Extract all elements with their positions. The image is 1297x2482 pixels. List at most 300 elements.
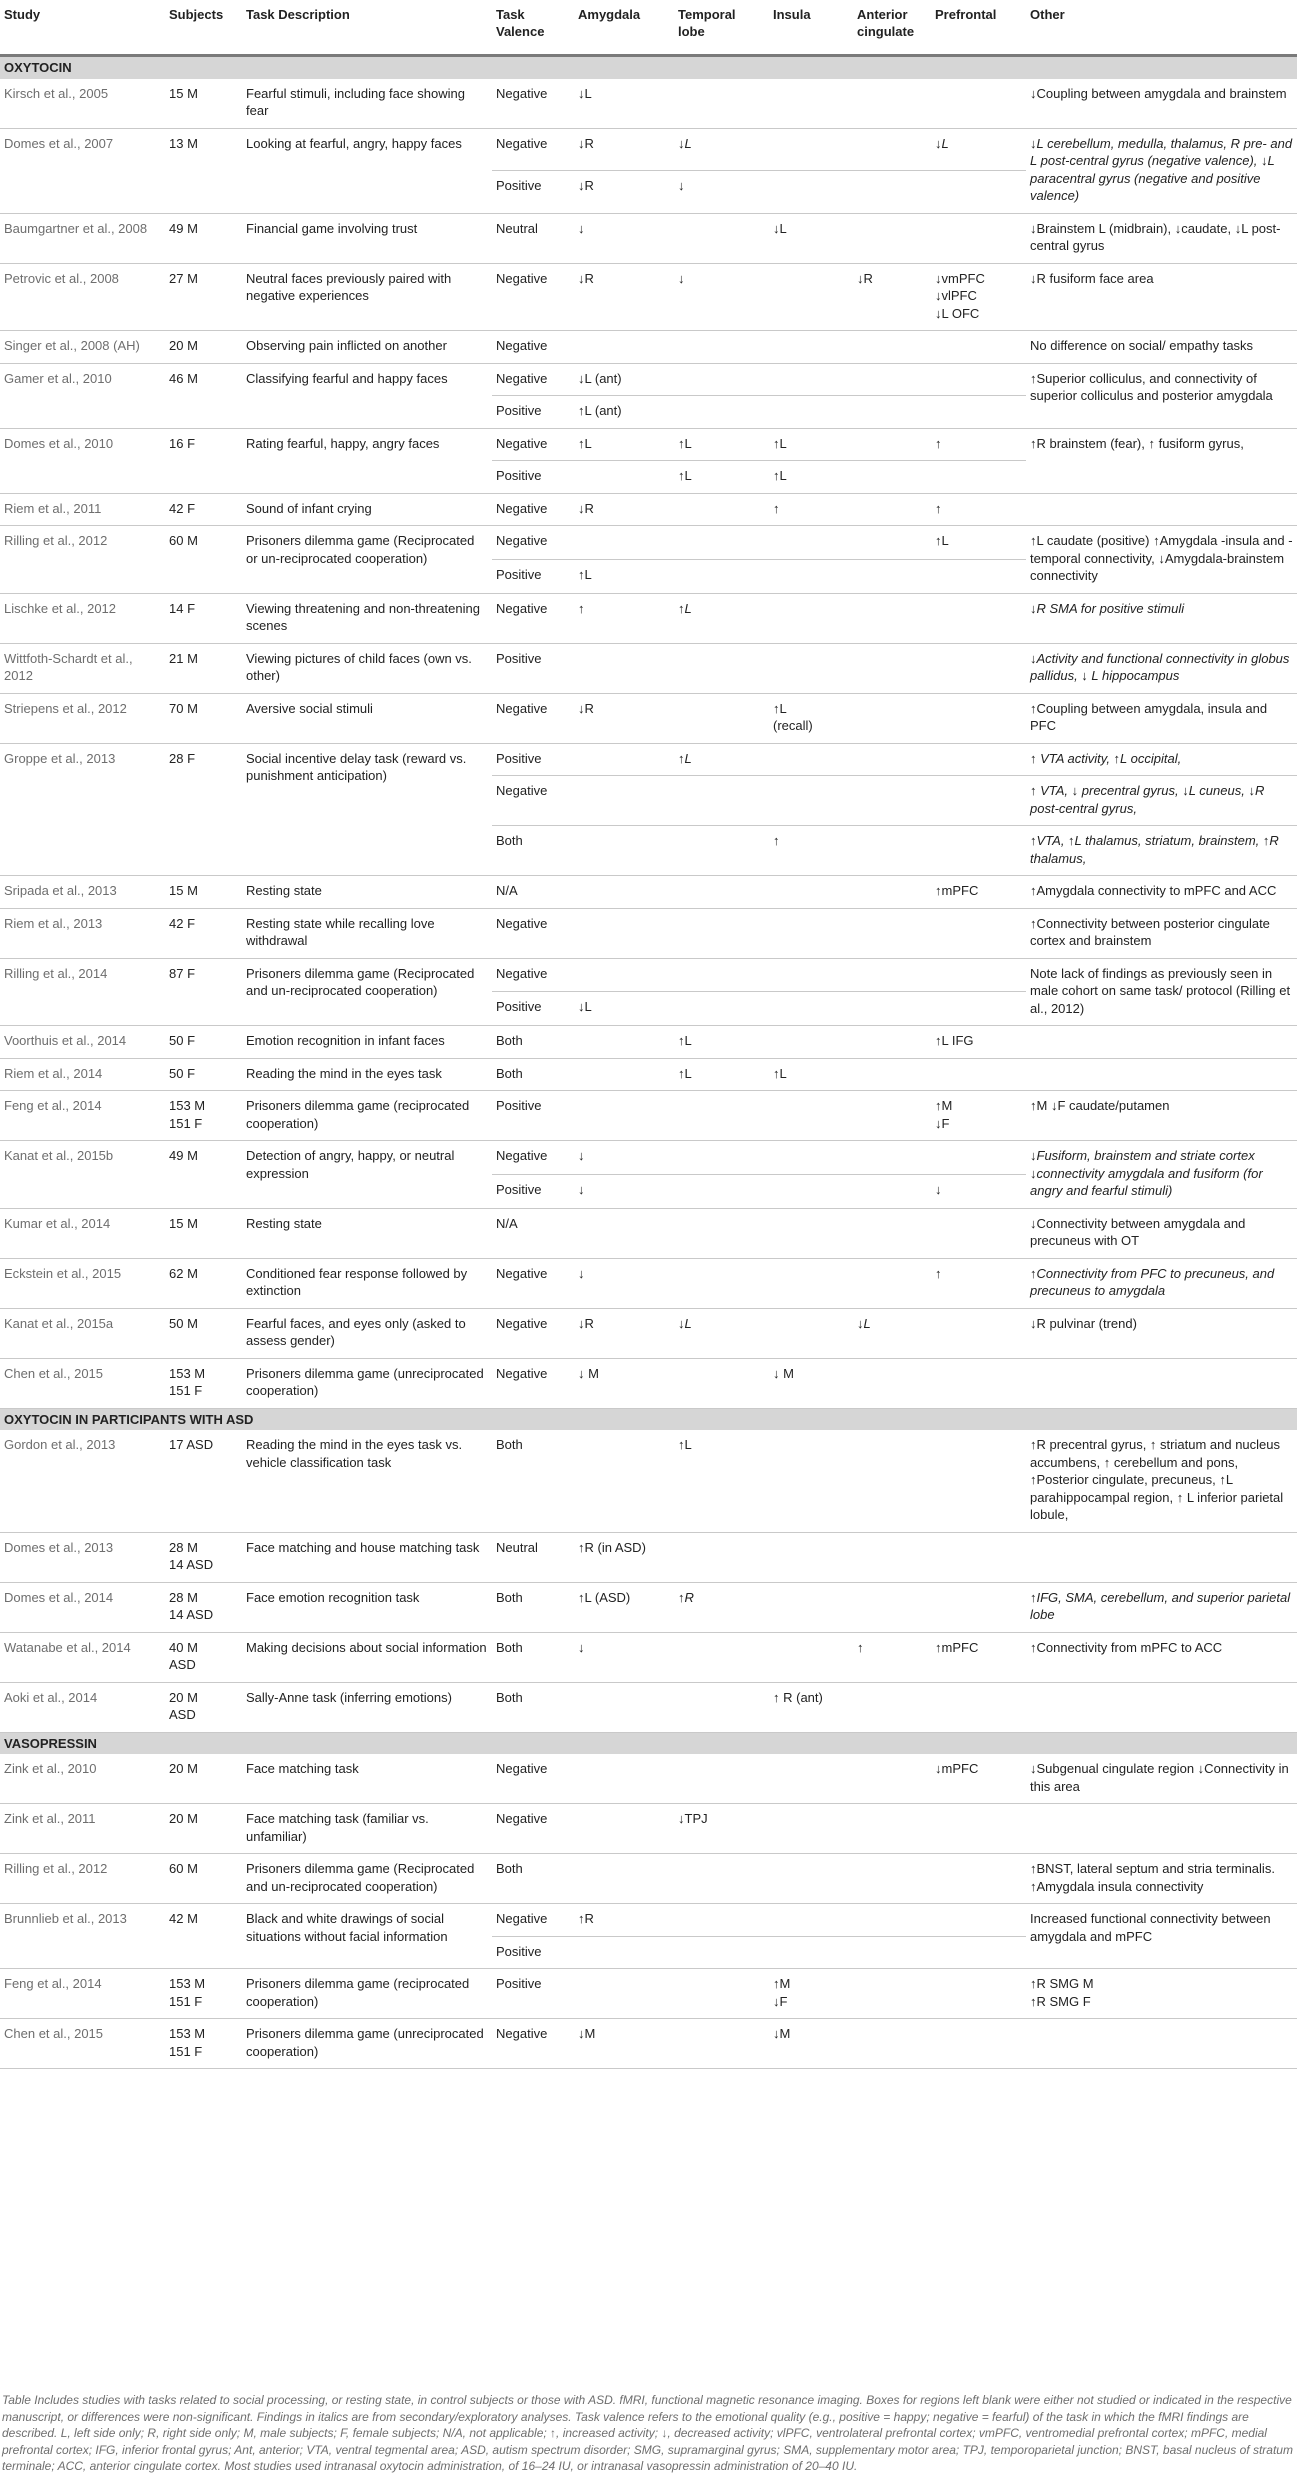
- temporal-cell: [674, 908, 769, 958]
- cingulate-cell: [853, 1258, 931, 1308]
- task-cell: Fearful faces, and eyes only (asked to assess gender): [246, 1315, 466, 1348]
- amygdala-cell: [574, 1091, 674, 1141]
- insula-cell: ↑M ↓F: [773, 1976, 791, 2009]
- task-cell: Sound of infant crying: [246, 500, 372, 516]
- valence-cell: Positive: [496, 750, 542, 766]
- amygdala-cell: [574, 643, 674, 693]
- valence-cell: Positive: [492, 396, 574, 429]
- subjects-cell: 50 F: [169, 1033, 196, 1048]
- study-group: [0, 643, 1297, 693]
- valence-cell: Positive: [492, 559, 574, 593]
- other-cell: ↓R fusiform face area: [1030, 270, 1154, 286]
- other-cell: ↑IFG, SMA, cerebellum, and superior parietal lobe: [1030, 1589, 1291, 1622]
- section-header-group: [0, 1732, 1297, 1754]
- amygdala-cell: [574, 331, 674, 364]
- amygdala-cell: [574, 1804, 674, 1854]
- task-cell: Classifying fearful and happy faces: [246, 370, 448, 386]
- valence-cell: Both: [496, 1689, 523, 1705]
- table-row: [0, 1532, 1297, 1582]
- insula-cell: [769, 1026, 853, 1059]
- insula-cell: [769, 992, 853, 1026]
- amygdala-cell: ↓R: [578, 500, 594, 516]
- table-row: [0, 1754, 1297, 1804]
- col-header-study: Study: [4, 7, 41, 22]
- table-row: [0, 1854, 1297, 1904]
- insula-cell: [769, 1258, 853, 1308]
- cingulate-cell: [853, 1174, 931, 1208]
- temporal-cell: [674, 559, 769, 593]
- amygdala-cell: ↓R: [574, 171, 674, 214]
- cingulate-cell: [853, 1854, 931, 1904]
- cingulate-cell: [853, 1682, 931, 1732]
- prefrontal-cell: [931, 958, 1026, 992]
- other-cell: ↑ VTA, ↓ precentral gyrus, ↓L cuneus, ↓R post-central gyrus,: [1026, 776, 1297, 826]
- amygdala-cell: ↑L (ant): [574, 396, 674, 429]
- insula-cell: [769, 363, 853, 396]
- cingulate-cell: [853, 1141, 931, 1175]
- cingulate-cell: [853, 876, 931, 909]
- prefrontal-cell: [931, 1058, 1026, 1091]
- temporal-cell: [674, 1208, 769, 1258]
- study-cell: Feng et al., 2014: [4, 1976, 102, 1991]
- temporal-cell: [674, 776, 769, 826]
- other-cell: ↓Coupling between amygdala and brainstem: [1030, 85, 1287, 101]
- insula-cell: [769, 908, 853, 958]
- task-cell: Prisoners dilemma game (Reciprocated or un-reciprocated cooperation): [246, 533, 475, 566]
- cingulate-cell: [853, 428, 931, 461]
- study-group: [0, 1904, 1297, 1969]
- cingulate-cell: [853, 1026, 931, 1059]
- amygdala-cell: ↑: [578, 600, 585, 616]
- temporal-cell: ↓L: [678, 135, 692, 151]
- insula-cell: [769, 1091, 853, 1141]
- subjects-cell: 20 M ASD: [169, 1689, 198, 1722]
- insula-cell: [769, 331, 853, 364]
- prefrontal-cell: ↑: [935, 1265, 942, 1281]
- insula-cell: [769, 559, 853, 593]
- valence-cell: Negative: [496, 135, 548, 151]
- subjects-cell: 14 F: [169, 600, 196, 616]
- task-cell: Resting state: [246, 1215, 322, 1231]
- table-row: [0, 263, 1297, 331]
- insula-cell: ↑ R (ant): [773, 1689, 823, 1705]
- task-cell: Prisoners dilemma game (reciprocated cooperation): [246, 1976, 470, 2009]
- amygdala-cell: ↓R: [578, 700, 594, 716]
- study-group: [0, 1754, 1297, 1804]
- insula-cell: [769, 1904, 853, 1937]
- valence-cell: Positive: [492, 1174, 574, 1208]
- prefrontal-cell: [931, 992, 1026, 1026]
- task-cell: Detection of angry, happy, or neutral expression: [246, 1148, 455, 1181]
- insula-cell: [769, 1430, 853, 1532]
- section-title: OXYTOCIN: [0, 56, 1297, 79]
- amygdala-cell: [574, 826, 674, 876]
- amygdala-cell: [574, 1026, 674, 1059]
- insula-cell: [769, 1141, 853, 1175]
- study-cell: Domes et al., 2013: [4, 1539, 114, 1555]
- temporal-cell: [674, 693, 769, 743]
- other-cell: ↑Superior colliculus, and connectivity of superior colliculus and posterior amygdala: [1030, 370, 1273, 403]
- amygdala-cell: [574, 958, 674, 992]
- cingulate-cell: [853, 559, 931, 593]
- subjects-cell: 70 M: [169, 700, 198, 716]
- table-row: [0, 2019, 1297, 2069]
- other-cell: ↑L caudate (positive) ↑Amygdala -insula and -temporal connectivity, ↓Amygdala-brainstem connectivity: [1030, 533, 1293, 583]
- cingulate-cell: [853, 643, 931, 693]
- study-cell: Riem et al., 2013: [4, 915, 103, 931]
- task-cell: Looking at fearful, angry, happy faces: [246, 135, 462, 151]
- amygdala-cell: ↑R (in ASD): [578, 1539, 646, 1555]
- prefrontal-cell: [931, 1582, 1026, 1632]
- valence-cell: N/A: [496, 883, 518, 898]
- other-cell: ↑ VTA activity, ↑L occipital,: [1030, 750, 1182, 766]
- valence-cell: Negative: [492, 776, 574, 826]
- other-cell: ↑Connectivity from PFC to precuneus, and precuneus to amygdala: [1030, 1265, 1275, 1298]
- other-cell: [1026, 1804, 1297, 1854]
- section-header-group: [0, 1408, 1297, 1430]
- cingulate-cell: [853, 776, 931, 826]
- prefrontal-cell: ↑: [935, 500, 942, 516]
- amygdala-cell: ↑R: [578, 1911, 594, 1926]
- valence-cell: Negative: [496, 965, 548, 981]
- other-cell: [1026, 493, 1297, 526]
- subjects-cell: 20 M: [169, 338, 198, 353]
- study-group: [0, 1854, 1297, 1904]
- study-cell: Groppe et al., 2013: [4, 750, 116, 766]
- subjects-cell: 21 M: [169, 650, 198, 666]
- valence-cell: Positive: [492, 992, 574, 1026]
- study-cell: Kumar et al., 2014: [4, 1215, 111, 1231]
- prefrontal-cell: [931, 1936, 1026, 1969]
- table-row: [0, 128, 1297, 171]
- study-cell: Kirsch et al., 2005: [4, 85, 109, 101]
- task-cell: Financial game involving trust: [246, 220, 418, 236]
- amygdala-cell: ↓R: [578, 135, 594, 151]
- prefrontal-cell: ↓: [931, 1174, 1026, 1208]
- study-group: [0, 1358, 1297, 1408]
- col-header-task: Task Description: [246, 7, 350, 22]
- study-cell: Domes et al., 2010: [4, 435, 114, 451]
- other-cell: Note lack of findings as previously seen in male cohort on same task/ protocol (Rilling et al., 2012): [1030, 965, 1291, 1016]
- study-group: [0, 1091, 1297, 1141]
- study-group: [0, 693, 1297, 743]
- other-cell: [1026, 1058, 1297, 1091]
- amygdala-cell: [574, 908, 674, 958]
- prefrontal-cell: [931, 1532, 1026, 1582]
- valence-cell: Positive: [492, 461, 574, 494]
- temporal-cell: ↓L: [678, 1315, 692, 1331]
- study-group: [0, 1804, 1297, 1854]
- study-cell: Brunnlieb et al., 2013: [4, 1911, 127, 1926]
- prefrontal-cell: ↑: [935, 435, 942, 451]
- study-cell: Baumgartner et al., 2008: [4, 220, 148, 236]
- temporal-cell: [674, 526, 769, 560]
- study-group: [0, 1430, 1297, 1532]
- task-cell: Face matching task (familiar vs. unfamiliar): [246, 1811, 429, 1844]
- subjects-cell: 15 M: [169, 1215, 198, 1231]
- amygdala-cell: [574, 1208, 674, 1258]
- prefrontal-cell: [931, 1682, 1026, 1732]
- cingulate-cell: [853, 593, 931, 643]
- temporal-cell: ↑L: [678, 600, 692, 616]
- table-row: [0, 79, 1297, 129]
- valence-cell: Neutral: [496, 1539, 538, 1555]
- other-cell: ↓Connectivity between amygdala and precuneus with OT: [1030, 1215, 1246, 1248]
- study-cell: Feng et al., 2014: [4, 1098, 102, 1113]
- table-row: [0, 908, 1297, 958]
- subjects-cell: 153 M 151 F: [169, 2026, 206, 2059]
- amygdala-cell: ↓M: [578, 2026, 596, 2041]
- subjects-cell: 153 M 151 F: [169, 1098, 206, 1131]
- study-cell: Domes et al., 2014: [4, 1589, 114, 1605]
- temporal-cell: ↑L: [678, 750, 692, 766]
- subjects-cell: 153 M 151 F: [169, 1976, 206, 2009]
- cingulate-cell: [853, 363, 931, 396]
- amygdala-cell: [574, 1969, 674, 2019]
- temporal-cell: ↑R: [678, 1589, 694, 1605]
- task-cell: Making decisions about social information: [246, 1639, 487, 1655]
- cingulate-cell: [853, 526, 931, 560]
- cingulate-cell: [853, 1358, 931, 1408]
- col-header-valence: Task Valence: [496, 7, 545, 39]
- insula-cell: [769, 958, 853, 992]
- temporal-cell: [674, 826, 769, 876]
- task-cell: Reading the mind in the eyes task vs. vehicle classification task: [246, 1437, 463, 1470]
- section-row: [0, 1732, 1297, 1754]
- subjects-cell: 60 M: [169, 1861, 198, 1876]
- cingulate-cell: [853, 1208, 931, 1258]
- prefrontal-cell: [931, 776, 1026, 826]
- amygdala-cell: ↓: [578, 1148, 585, 1163]
- valence-cell: Negative: [496, 2026, 548, 2041]
- study-cell: Wittfoth-Schardt et al., 2012: [4, 650, 133, 683]
- amygdala-cell: ↓L: [578, 85, 592, 101]
- amygdala-cell: [574, 461, 674, 494]
- valence-cell: Both: [496, 1065, 523, 1081]
- valence-cell: Both: [496, 1639, 523, 1655]
- study-cell: Striepens et al., 2012: [4, 700, 127, 716]
- valence-cell: N/A: [496, 1215, 518, 1231]
- task-cell: Face emotion recognition task: [246, 1589, 420, 1605]
- other-cell: ↑Connectivity from mPFC to ACC: [1030, 1639, 1223, 1655]
- amygdala-cell: ↑L: [574, 559, 674, 593]
- study-group: [0, 1682, 1297, 1732]
- subjects-cell: 13 M: [169, 135, 198, 151]
- study-group: [0, 876, 1297, 909]
- insula-cell: [769, 1754, 853, 1804]
- cingulate-cell: [853, 1058, 931, 1091]
- valence-cell: Negative: [496, 338, 548, 353]
- valence-cell: Negative: [496, 600, 548, 616]
- study-group: [0, 1058, 1297, 1091]
- task-cell: Viewing threatening and non-threatening scenes: [246, 600, 480, 633]
- valence-cell: Negative: [496, 1148, 548, 1163]
- other-cell: Increased functional connectivity between amygdala and mPFC: [1030, 1911, 1271, 1944]
- other-cell: ↑Coupling between amygdala, insula and PFC: [1030, 700, 1268, 733]
- amygdala-cell: [574, 743, 674, 776]
- insula-cell: ↑: [769, 826, 853, 876]
- table-header: [0, 0, 1297, 56]
- study-group: [0, 263, 1297, 331]
- study-cell: Rilling et al., 2012: [4, 1861, 108, 1876]
- valence-cell: Negative: [496, 1761, 548, 1776]
- valence-cell: Negative: [496, 1315, 548, 1331]
- subjects-cell: 28 M 14 ASD: [169, 1589, 214, 1622]
- cingulate-cell: [853, 171, 931, 214]
- temporal-cell: [674, 1904, 769, 1937]
- study-group: [0, 1258, 1297, 1308]
- temporal-cell: [674, 643, 769, 693]
- study-group: [0, 213, 1297, 263]
- prefrontal-cell: ↑L: [935, 533, 949, 548]
- table-row: [0, 693, 1297, 743]
- prefrontal-cell: [931, 461, 1026, 494]
- subjects-cell: 16 F: [169, 435, 196, 451]
- study-group: [0, 128, 1297, 213]
- subjects-cell: 27 M: [169, 270, 198, 286]
- valence-cell: Negative: [496, 915, 548, 931]
- study-group: [0, 1026, 1297, 1059]
- insula-cell: [769, 396, 853, 429]
- temporal-cell: ↓: [678, 270, 685, 286]
- cingulate-cell: [853, 1430, 931, 1532]
- valence-cell: Negative: [496, 1365, 548, 1381]
- col-header-subjects: Subjects: [169, 7, 224, 22]
- subjects-cell: 20 M: [169, 1761, 198, 1776]
- table-row: [0, 1904, 1297, 1937]
- task-cell: Reading the mind in the eyes task: [246, 1065, 442, 1081]
- insula-cell: [769, 743, 853, 776]
- table-row: [0, 1632, 1297, 1682]
- amygdala-cell: ↑L (ASD): [578, 1589, 631, 1605]
- valence-cell: Negative: [496, 500, 548, 516]
- amygdala-cell: ↓: [578, 220, 585, 236]
- valence-cell: Both: [496, 1589, 523, 1605]
- table-row: [0, 1141, 1297, 1175]
- table-row: [0, 1969, 1297, 2019]
- valence-cell: Negative: [496, 85, 548, 101]
- section-title: OXYTOCIN IN PARTICIPANTS WITH ASD: [0, 1408, 1297, 1430]
- prefrontal-cell: [931, 826, 1026, 876]
- table-row: [0, 1430, 1297, 1532]
- subjects-cell: 60 M: [169, 533, 198, 548]
- insula-cell: [769, 1854, 853, 1904]
- cingulate-cell: [853, 1532, 931, 1582]
- valence-cell: Negative: [496, 370, 548, 386]
- insula-cell: ↑L: [773, 1065, 787, 1081]
- amygdala-cell: [574, 526, 674, 560]
- insula-cell: [769, 1582, 853, 1632]
- subjects-cell: 50 F: [169, 1065, 196, 1081]
- col-header-amygdala: Amygdala: [578, 7, 641, 22]
- temporal-cell: [674, 493, 769, 526]
- temporal-cell: [674, 1174, 769, 1208]
- insula-cell: ↑L: [773, 435, 787, 451]
- study-cell: Aoki et al., 2014: [4, 1689, 98, 1705]
- temporal-cell: ↑L: [674, 461, 769, 494]
- temporal-cell: [674, 1358, 769, 1408]
- table-row: [0, 1026, 1297, 1059]
- study-cell: Singer et al., 2008 (AH): [4, 338, 140, 353]
- other-cell: ↑VTA, ↑L thalamus, striatum, brainstem, ↑R thalamus,: [1026, 826, 1297, 876]
- valence-cell: Negative: [496, 1911, 548, 1926]
- valence-cell: Positive: [496, 1098, 542, 1113]
- cingulate-cell: [853, 2019, 931, 2069]
- subjects-cell: 15 M: [169, 883, 198, 898]
- prefrontal-cell: [931, 743, 1026, 776]
- subjects-cell: 17 ASD: [169, 1437, 214, 1452]
- temporal-cell: ↓: [674, 171, 769, 214]
- temporal-cell: [674, 1141, 769, 1175]
- table-row: [0, 331, 1297, 364]
- cingulate-cell: [853, 493, 931, 526]
- insula-cell: [769, 593, 853, 643]
- insula-cell: [769, 1208, 853, 1258]
- study-cell: Sripada et al., 2013: [4, 883, 117, 898]
- subjects-cell: 42 F: [169, 500, 196, 516]
- subjects-cell: 50 M: [169, 1315, 198, 1331]
- temporal-cell: ↑L: [678, 435, 692, 451]
- task-cell: Resting state while recalling love withdrawal: [246, 915, 435, 948]
- study-group: [0, 743, 1297, 876]
- section-header-group: [0, 56, 1297, 79]
- cingulate-cell: [853, 826, 931, 876]
- cingulate-cell: ↓R: [857, 270, 873, 286]
- cingulate-cell: [853, 693, 931, 743]
- temporal-cell: [674, 79, 769, 129]
- task-cell: Prisoners dilemma game (unreciprocated cooperation): [246, 1365, 484, 1398]
- study-cell: Petrovic et al., 2008: [4, 270, 119, 286]
- temporal-cell: [674, 1632, 769, 1682]
- insula-cell: [769, 776, 853, 826]
- insula-cell: [769, 1804, 853, 1854]
- temporal-cell: [674, 2019, 769, 2069]
- table-row: [0, 743, 1297, 776]
- valence-cell: Positive: [492, 171, 574, 214]
- temporal-cell: [674, 363, 769, 396]
- amygdala-cell: ↓: [578, 1639, 585, 1655]
- study-group: [0, 908, 1297, 958]
- task-cell: Social incentive delay task (reward vs. punishment anticipation): [246, 750, 467, 783]
- col-header-temporal: Temporal lobe: [678, 7, 736, 39]
- temporal-cell: [674, 1854, 769, 1904]
- cingulate-cell: [853, 461, 931, 494]
- other-cell: [1026, 1532, 1297, 1582]
- section-row: [0, 1408, 1297, 1430]
- amygdala-cell: ↓L (ant): [578, 370, 622, 386]
- study-cell: Riem et al., 2011: [4, 500, 102, 516]
- study-group: [0, 363, 1297, 428]
- prefrontal-cell: [931, 1358, 1026, 1408]
- cingulate-cell: [853, 1804, 931, 1854]
- other-cell: ↓Fusiform, brainstem and striate cortex ↓connectivity amygdala and fusiform (for angry and fearful stimuli): [1030, 1148, 1263, 1198]
- table-row: [0, 1058, 1297, 1091]
- col-header-other: Other: [1030, 7, 1065, 22]
- cingulate-cell: [853, 128, 931, 171]
- prefrontal-cell: [931, 643, 1026, 693]
- valence-cell: Negative: [496, 700, 548, 716]
- section-row: [0, 56, 1297, 79]
- study-cell: Kanat et al., 2015b: [4, 1148, 114, 1163]
- table-row: [0, 958, 1297, 992]
- table-row: [0, 363, 1297, 396]
- valence-cell: Positive: [492, 1936, 574, 1969]
- prefrontal-cell: [931, 1308, 1026, 1358]
- task-cell: Aversive social stimuli: [246, 700, 373, 716]
- study-group: [0, 493, 1297, 526]
- prefrontal-cell: ↓mPFC: [935, 1761, 979, 1776]
- insula-cell: [769, 263, 853, 331]
